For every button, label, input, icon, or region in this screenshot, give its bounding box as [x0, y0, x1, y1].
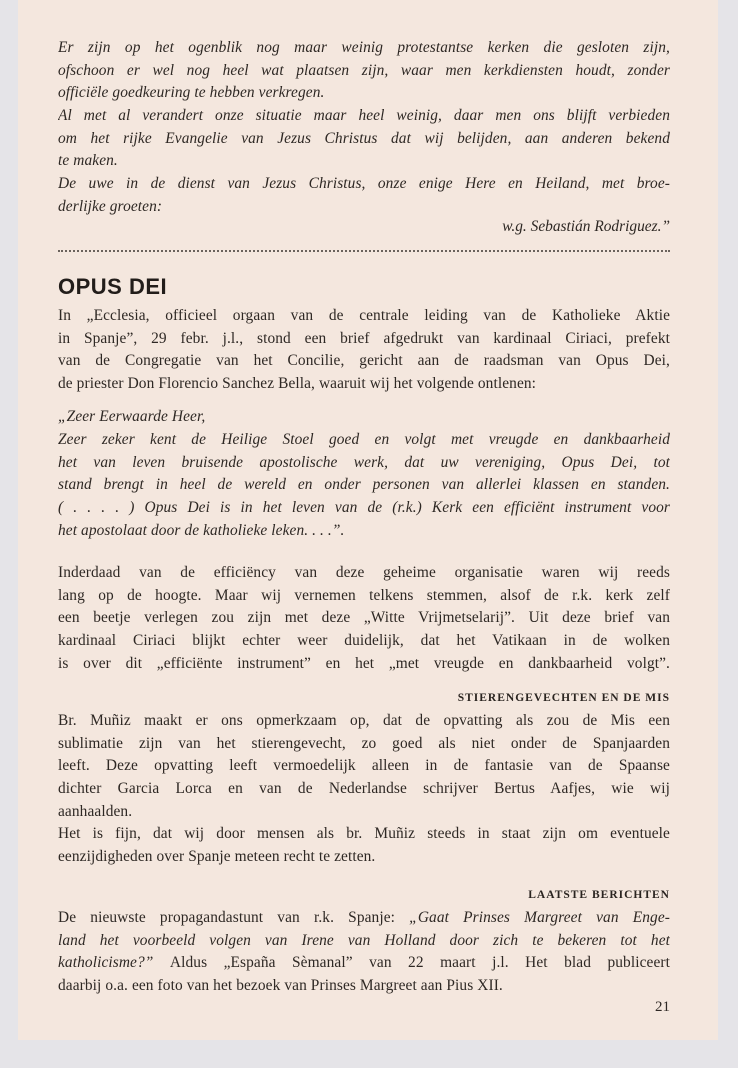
text-line: De uwe in de dienst van Jezus Christus, onze enige Here en Heiland, met broe-: [58, 175, 670, 193]
italic-text-segment: „Gaat Prinses Margreet van Enge-: [409, 909, 670, 926]
text-line: Er zijn op het ogenblik nog maar weinig protestantse kerken die gesloten zijn,: [58, 39, 670, 56]
text-line: officiële goedkeuring te hebben verkregen.: [58, 84, 325, 102]
opus-dei-intro: [58, 305, 670, 396]
text-line: van de Congregatie van het Concilie, gericht aan de raadsman van Opus Dei,: [58, 352, 670, 370]
text-line: Br. Muñiz maakt er ons opmerkzaam op, dat de opvatting als zou de Mis een: [58, 712, 670, 729]
quote-salutation: [58, 406, 670, 429]
section-divider: [58, 250, 670, 252]
cardinal-quote: [58, 429, 670, 542]
text-line: In „Ecclesia, officieel orgaan van de centrale leiding van de Katholieke Aktie: [58, 307, 670, 324]
text-line: Inderdaad van de efficiëncy van deze geheime organisatie waren wij reeds: [58, 564, 670, 581]
text-segment: De nieuwste propagandastunt van r.k. Spanje:: [58, 909, 410, 926]
text-line: Al met al verandert onze situatie maar heel weinig, daar men ons blijft verbieden: [58, 107, 670, 125]
letter-signature: w.g. Sebastián Rodriguez.”: [502, 218, 670, 235]
italic-text-segment: katholicisme?”: [58, 954, 170, 972]
text-line: is over dit „efficiënte instrument” en het „met vreugde en dankbaarheid volgt”.: [58, 654, 670, 672]
text-line: daarbij o.a. een foto van het bezoek van Prinses Margreet aan Pius XII.: [58, 977, 503, 995]
text-line: de priester Don Florencio Sanchez Bella, waaruit wij het volgende ontlenen:: [58, 375, 537, 393]
text-line: [58, 930, 670, 953]
text-line: ( . . . . ) Opus Dei is in het leven van de (r.k.) Kerk een efficiënt instrument voor: [58, 499, 670, 517]
text-segment: Aldus „España Sèmanal” van 22 maart j.l. Het blad publiceert: [169, 954, 670, 972]
text-line: „Zeer Eerwaarde Heer,: [58, 408, 206, 425]
text-line: het van leven bruisende apostolische werk, dat uw vereniging, Opus Dei, tot: [58, 453, 670, 471]
text-line: een beetje verlegen zou zijn met deze „Witte Vrijmetselarij”. Uit deze brief van: [58, 609, 670, 627]
text-line: aanhaalden.: [58, 802, 133, 820]
subheading-stierengevechten: STIERENGEVECHTEN EN DE MIS: [457, 692, 670, 704]
opus-dei-commentary: [58, 562, 670, 675]
text-line: in Spanje”, 29 febr. j.l., stond een brief afgedrukt van kardinaal Ciriaci, prefekt: [58, 329, 670, 347]
text-line: Het is fijn, dat wij door mensen als br. Muñiz steeds in staat zijn om eventuele: [58, 825, 670, 843]
text-line: stand brengt in heel de wereld en onder personen van allerlei klassen en standen.: [58, 476, 670, 494]
text-line: ofschoon er wel nog heel wat plaatsen zijn, waar men kerkdiensten houdt, zonder: [58, 61, 670, 79]
text-line: [58, 907, 670, 930]
text-line: te maken.: [58, 152, 118, 170]
subheading-laatste-berichten: LAATSTE BERICHTEN: [528, 889, 670, 901]
text-line: dichter Garcia Lorca en van de Nederlandse schrijver Bertus Aafjes, wie wij: [58, 780, 670, 798]
text-line: kardinaal Ciriaci blijkt echter weer duidelijk, dat het Vatikaan in de wolken: [58, 632, 670, 650]
text-line: om het rijke Evangelie van Jezus Christus dat wij belijden, aan anderen bekend: [58, 129, 670, 147]
stierengevechten-text: [58, 710, 670, 869]
text-line: sublimatie zijn van het stierengevecht, zo goed als niet onder de Spanjaarden: [58, 734, 670, 752]
text-line: [58, 952, 670, 975]
text-line: Zeer zeker kent de Heilige Stoel goed en volgt met vreugde en dankbaarheid: [58, 431, 670, 448]
text-line: eenzijdigheden over Spanje meteen recht te zetten.: [58, 848, 376, 866]
text-line: derlijke groeten:: [58, 197, 163, 215]
letter-closing-paragraphs: [58, 37, 670, 219]
page-number: 21: [655, 999, 670, 1015]
text-line: het apostolaat door de katholieke leken. . . .”.: [58, 521, 345, 539]
italic-text-segment: land het voorbeeld volgen van Irene van Holland door zich te bekeren tot het: [58, 931, 670, 949]
text-line: lang op de hoogte. Maar wij vernemen telkens stemmen, alsof de r.k. kerk zelf: [58, 586, 670, 604]
text-line: leeft. Deze opvatting leeft vermoedelijk alleen in de fantasie van de Spaanse: [58, 757, 670, 775]
laatste-berichten-text: [58, 907, 670, 998]
section-title-opus-dei: OPUS DEI: [58, 274, 168, 299]
document-page: [18, 0, 718, 1040]
